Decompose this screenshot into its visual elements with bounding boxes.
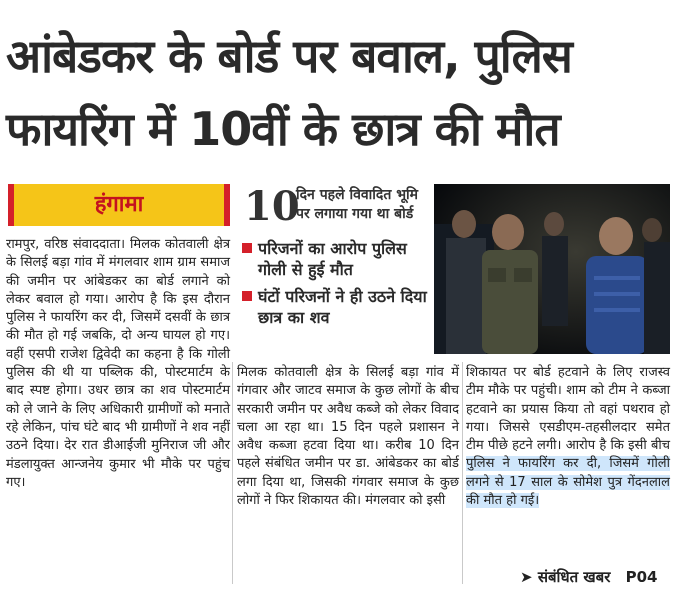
key-point-text: घंटों परिजनों ने ही उठने दिया छात्र का शव xyxy=(258,287,427,327)
column-divider xyxy=(232,362,233,584)
section-tag-label: हंगामा xyxy=(94,192,144,217)
column-2-text: मिलक कोतवाली क्षेत्र के सिलई बड़ा गांव में गंगवार और जाटव समाज के कुछ लोगों के बीच सरकारी जमीन पर अवैध कब्जे को लेकर विवाद चला आ रहा था। 15 दिन पहले प्रशासन ने अवैध कब्जा हटवा दिया था। करीब 10 दिन पहले संबंधित जमीन पर डा. आंबेडकर का बोर्ड लगा दिया था, जिसकी गंगवार समाज के कुछ लोगों ने फिर शिकायत की। मंगलवार को इसी xyxy=(237,365,459,509)
related-news-label: संबंधित खबर xyxy=(537,568,611,586)
column-3-plain-text: शिकायत पर बोर्ड हटवाने के लिए राजस्व टीम मौके पर पहुंची। शाम को टीम ने कब्जा हटवाने का प्रयास किया तो वहां पथराव हो गया। जिससे एसडीएम-तहसीलदार समेत टीम पीछे हटने लगी। आरोप है कि इसी बीच xyxy=(466,365,670,454)
photo-police-officers xyxy=(434,184,670,354)
key-point xyxy=(242,238,430,280)
news-photo xyxy=(434,184,670,354)
key-points xyxy=(242,238,430,334)
key-point-text: परिजनों का आरोप पुलिस गोली से हुई मौत xyxy=(258,239,407,279)
article-column-1 xyxy=(6,236,230,492)
bullet-square-icon xyxy=(242,243,252,253)
related-page-number: P04 xyxy=(625,568,658,586)
bullet-square-icon xyxy=(242,291,252,301)
key-point xyxy=(242,286,430,328)
days-fact-box xyxy=(240,184,430,228)
highlighted-text: पुलिस ने फायरिंग कर दी, जिसमें गोली लगने से 17 साल के सोमेश पुत्र गेंदनलाल की मौत हो गई। xyxy=(466,456,670,509)
column-3-text xyxy=(466,364,670,510)
headline-line-1: आंबेडकर के बोर्ड पर बवाल, पुलिस xyxy=(6,29,572,83)
related-news-link[interactable] xyxy=(520,567,657,587)
days-number: 10 xyxy=(244,183,300,230)
section-tag xyxy=(8,184,230,226)
column-1-text: रामपुर, वरिष्ठ संवाददाता। मिलक कोतवाली क्षेत्र के सिलई बड़ा गांव में मंगलवार शाम ग्राम समाज की जमीन पर आंबेडकर का बोर्ड लगाने को लेकर बवाल हो गया। आरोप है कि इस दौरान पुलिस ने फायरिंग कर दी, जिसमें दसवीं के छात्र की मौत हो गई जबकि, दो अन्य घायल हो गए। वहीं एसपी राजेश द्विवेदी का कहना है कि गोली पुलिस की थी या पब्लिक की, पोस्टमार्टम के बाद स्पष्ट होगा। उधर छात्र का शव पोस्टमार्टम को ले जाने के लिए अधिकारी ग्रामीणों को मनाते रहे लेकिन, पांच घंटे बाद भी ग्रामीणों ने शव नहीं उठने दिया। देर रात डीआईजी मुनिराज जी और मंडलायुक्त आन्जनेय कुमार भी मौके पर पहुंच गए। xyxy=(6,237,230,490)
article-column-2 xyxy=(237,364,459,510)
days-text: दिन पहले विवादित भूमि पर लगाया गया था बोर्ड xyxy=(296,187,419,222)
column-divider xyxy=(462,362,463,584)
article-column-3 xyxy=(466,364,670,510)
arrow-right-icon: ➤ xyxy=(520,568,533,586)
headline-line-2: फायरिंग में 10वीं के छात्र की मौत xyxy=(6,102,560,156)
